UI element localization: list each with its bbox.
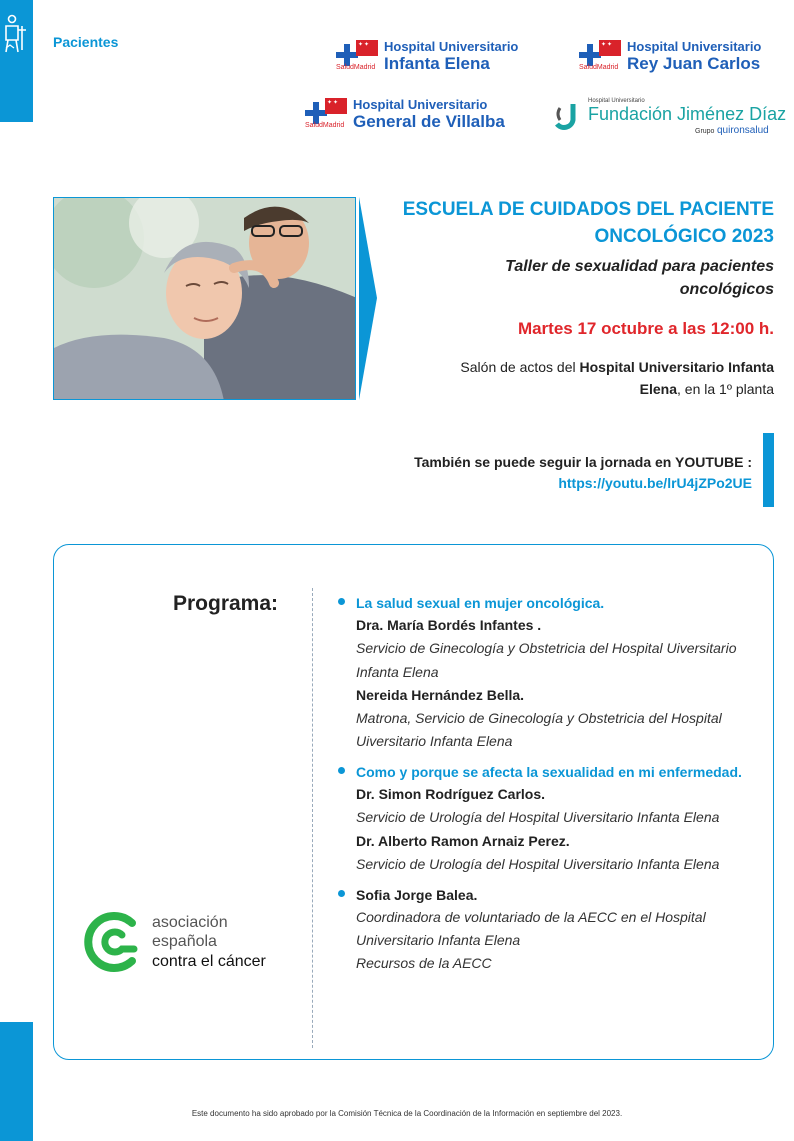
madrid-flag-icon: [325, 98, 347, 114]
patient-icon: [3, 14, 29, 54]
section-label[interactable]: Pacientes: [53, 34, 119, 50]
aecc-line3: contra el cáncer: [152, 952, 266, 970]
bullet-icon: [338, 767, 345, 774]
subtitle-line2: oncológicos: [679, 281, 774, 299]
subtitle-line1: Taller de sexualidad para pacientes: [505, 258, 774, 275]
logo-line2: Rey Juan Carlos: [627, 54, 761, 73]
speaker-role: Servicio de Urología del Hospital Uiversitario Infanta Elena: [356, 809, 720, 826]
speaker-name: Dra. María Bordés Infantes .: [356, 617, 542, 634]
program-item: [338, 761, 758, 876]
logo-line1: Hospital Universitario: [384, 39, 519, 54]
madrid-flag-icon: [356, 40, 378, 56]
aecc-line1: asociación: [152, 914, 228, 932]
fjd-name: Fundación Jiménez Díaz: [588, 104, 787, 124]
brand-text: SaludMadrid: [579, 64, 619, 71]
couple-photo-illustration: [54, 198, 356, 400]
logo-line2: General de Villalba: [353, 112, 505, 131]
youtube-accent-bar: [763, 433, 774, 507]
program-topic: Como y porque se afecta la sexualidad en mi enfermedad.: [356, 763, 742, 780]
program-divider: [312, 588, 313, 1048]
speaker-name: Nereida Hernández Bella.: [356, 686, 525, 703]
location-suffix: , en la 1º planta: [677, 380, 774, 397]
fjd-grupo: Grupo: [695, 128, 715, 135]
salud-cross-icon: [579, 44, 601, 66]
youtube-text: También se puede seguir la jornada en YOUTUBE: [414, 454, 744, 470]
program-item: [338, 884, 758, 976]
title-line2: ONCOLÓGICO 2023: [594, 225, 774, 247]
event-date-time: Martes 17 octubre a las 12:00 h.: [517, 319, 774, 338]
bullet-icon: [338, 890, 345, 897]
bottom-accent-strip: [0, 1022, 33, 1141]
quironsalud-text: quironsalud: [717, 125, 769, 136]
location-hospital-2: Elena: [639, 380, 678, 397]
top-accent-strip: [0, 0, 33, 122]
speaker-role: Coordinadora de voluntariado de la AECC en el Hospital Universitario Infanta Elena: [356, 909, 706, 949]
youtube-info: [414, 452, 752, 494]
aecc-logo-icon: [80, 909, 142, 975]
speaker-role: Matrona, Servicio de Ginecología y Obstetricia del Hospital Uiversitario Infanta Elena: [356, 709, 722, 749]
salud-cross-icon: [336, 44, 358, 66]
speaker-role: Recursos de la AECC: [356, 955, 492, 972]
program-topic: La salud sexual en mujer oncológica.: [356, 595, 605, 611]
aecc-logo: [80, 909, 266, 975]
logo-rey-juan-carlos: [579, 40, 761, 72]
aecc-line2: española: [152, 933, 217, 951]
brand-text: SaludMadrid: [305, 122, 345, 129]
youtube-colon: :: [743, 454, 752, 470]
program-topic: Sofia Jorge Balea.: [356, 886, 478, 903]
speaker-role: Servicio de Urología del Hospital Uiversitario Infanta Elena: [356, 855, 720, 872]
program-list: [338, 592, 758, 983]
logo-line2: Infanta Elena: [384, 54, 490, 73]
salud-cross-icon: [305, 102, 327, 124]
event-photo: [53, 197, 356, 400]
madrid-flag-icon: [599, 40, 621, 56]
brand-text: SaludMadrid: [336, 64, 376, 71]
speaker-name: Dr. Simon Rodríguez Carlos.: [356, 786, 546, 803]
event-title: [374, 197, 774, 250]
speaker-role: Servicio de Ginecología y Obstetricia del Hospital Uiversitario Infanta Elena: [356, 640, 737, 680]
location-prefix: Salón de actos del: [460, 359, 580, 375]
speaker-name: Dr. Alberto Ramon Arnaiz Perez.: [356, 832, 570, 849]
logo-line1: Hospital Universitario: [627, 39, 762, 54]
event-location: [374, 357, 774, 400]
footer-note: Este documento ha sido aprobado por la Comisión Técnica de la Coordinación de la Información en septiembre del 2023.: [191, 1109, 623, 1118]
logo-infanta-elena: [336, 40, 518, 72]
title-line1: ESCUELA DE CUIDADOS DEL PACIENTE: [402, 199, 774, 220]
fjd-tiny-text: Hospital Universitario: [588, 98, 645, 104]
location-hospital-1: Hospital Universitario Infanta: [579, 359, 774, 375]
youtube-link[interactable]: https://youtu.be/lrU4jZPo2UE: [558, 475, 752, 491]
event-subtitle: [374, 255, 774, 301]
program-label: Programa:: [173, 592, 279, 615]
logo-line1: Hospital Universitario: [353, 97, 488, 112]
logo-general-villalba: [305, 98, 505, 130]
program-item: [338, 592, 758, 753]
fjd-j-icon: [555, 102, 585, 132]
bullet-icon: [338, 598, 345, 605]
